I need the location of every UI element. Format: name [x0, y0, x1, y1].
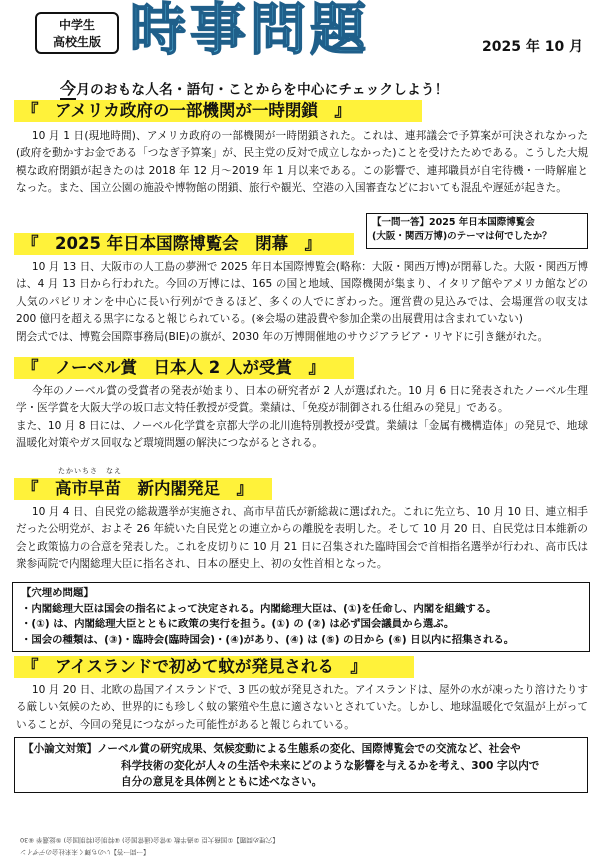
answer-key-quiz: 【一問一答】いのち輝く未来社会のデザイン	[20, 848, 150, 856]
subtitle	[60, 76, 449, 99]
fill-in-problem-box	[12, 582, 590, 652]
section-heading-nobel: 『 ノーベル賞 日本人 2 人が受賞 』	[14, 357, 354, 379]
essay-line-1: ノーベル賞の研究成果、気候変動による生態系の変化、国際博覧会での交流など、社会や	[97, 743, 521, 755]
essay-line-2: 科学技術の変化が人々の生活や未来にどのような影響を与えるかを考え、300 字以内で	[121, 759, 540, 772]
grade-line-1: 中学生	[58, 18, 95, 32]
issue-date: 2025 年 10 月	[482, 39, 584, 55]
section-heading-cabinet: 『 高市早苗 新内閣発足 』	[14, 478, 272, 500]
subtitle-first-char: 今	[60, 79, 77, 98]
paragraph: 10 月 20 日、北欧の島国アイスランドで、3 匹の蚊が発見された。アイスランドは、屋外の水が凍ったり溶けたりする厳しい気候のため、世界的にも珍しく蚊の繁殖や生息に適さないとされていた。しかし、地球温暖化で気温が上がっていることが、今回の発見につながった可能性があると報じられている。	[16, 684, 588, 731]
fill-in-line: ・国会の種類は、(③)・臨時会(臨時国会)・(④)があり、(④) は (⑤) の日から (⑥) 日以内に招集される。	[21, 633, 515, 646]
paragraph: 閉会式では、博覧会国際事務局(BIE)の旗が、2030 年の万博開催地のサウジアラビア・リヤドに引き継がれた。	[16, 330, 549, 343]
paragraph: 10 月 1 日(現地時間)、アメリカ政府の一部機関が一時閉鎖された。これは、連邦議会で予算案が可決されなかった(政府を動かすお金である「つなぎ予算案」が、民主党の反対で成立しなかった)ことを受けたためである。こうした大規模な政府閉鎖が起きたのは 2018 年 12 月～2019 年 1 月以来である。この影響で、連邦職員が自宅待機・一時解雇となった。また、国立公園の施設や博物館の閉鎖、旅行や観光、空港の入国審査などにおいても混乱や遅延が起きた。	[16, 130, 588, 195]
fill-in-title: 【穴埋め問題】	[21, 587, 94, 599]
essay-label: 【小論文対策】	[23, 743, 98, 755]
paragraph: 10 月 13 日、大阪市の人工島の夢洲で 2025 年日本国際博覧会(略称：大阪・関西万博)が閉幕した。大阪・関西万博は、4 月 13 日から行われた。今回の万博には、165 の国と地域、国際機関が集まり、イタリア館やアメリカ館などの人気のパビリオンを中心に長い行列ができるほど、多くの人でにぎわった。運営費の見込みでは、会場運営の収支は 200 億円を超える黒字になると報じられている。(※会場の建設費や参加企業の出展費用は含まれていない)	[16, 261, 588, 326]
paragraph: また、10 月 8 日には、ノーベル化学賞を京都大学の北川進特別教授が受賞。業績は「金属有機構造体」の発見で、地球温暖化対策やガス回収など環境問題の解決につながるとされる。	[16, 419, 588, 450]
section-heading-us-shutdown: 『 アメリカ政府の一部機関が一時閉鎖 』	[14, 100, 422, 122]
section-body-us-shutdown	[16, 128, 588, 198]
page-title: 時事問題	[130, 0, 370, 63]
section-body-nobel	[16, 383, 588, 453]
essay-box	[14, 737, 588, 793]
fill-in-line: ・内閣総理大臣は国会の指名によって決定される。内閣総理大臣は、(①)を任命し、内閣を組織する。	[21, 602, 497, 615]
paragraph: 10 月 4 日、自民党の総裁選挙が実施され、高市早苗氏が新総裁に選ばれた。これに先立ち、10 月 10 日、連立相手だった公明党が、およそ 26 年続いた自民党との連立からの離脱を表明した。そして 10 月 20 日、自民党は日本維新の会と政策協力の合意を発表した。これを皮切りに 10 月 21 日に召集された臨時国会で首相指名選挙が行われ、高市氏は衆参両院で内閣総理大臣に指名され、日本の歴史上、初の女性首相となった。	[16, 506, 589, 571]
quiz-title: 【一問一答】2025 年日本国際博覧会	[372, 217, 535, 228]
section-heading-iceland: 『 アイスランドで初めて蚊が発見される 』	[14, 656, 414, 678]
fill-in-line: ・(①) は、内閣総理大臣とともに政策の実行を担う。(①) の (②) は必ず国会議員から選ぶ。	[21, 618, 455, 630]
section-body-expo	[16, 259, 588, 346]
section-body-cabinet	[16, 504, 588, 574]
section-body-iceland	[16, 682, 588, 734]
answer-key-fill-in: 【穴埋め問題】①国務大臣 ②過半数 ③常会(通常国会) ④特別会(特別国会) ⑤総選挙 ⑥30	[20, 836, 279, 844]
paragraph: 今年のノーベル賞の受賞者の発表が始まり、日本の研究者が 2 人が選ばれた。10 月 6 日に発表されたノーベル生理学・医学賞を大阪大学の坂口志文特任教授が受賞。業績は、「免疫が制御される仕組みの発見」である。	[16, 385, 588, 415]
section-heading-expo: 『 2025 年日本国際博覧会 閉幕 』	[14, 233, 354, 255]
grade-line-2: 高校生版	[52, 35, 101, 49]
quiz-question: (大阪・関西万博)のテーマは何でしたか？	[372, 231, 552, 242]
quiz-box	[366, 213, 588, 249]
grade-badge	[35, 12, 119, 54]
essay-line-3: 自分の意見を具体例とともに述べなさい。	[121, 776, 323, 788]
heading-ruby: たかいちさ なえ	[58, 467, 122, 475]
subtitle-text: 月のおもな人名・語句・ことからを中心にチェックしよう！	[76, 82, 449, 98]
